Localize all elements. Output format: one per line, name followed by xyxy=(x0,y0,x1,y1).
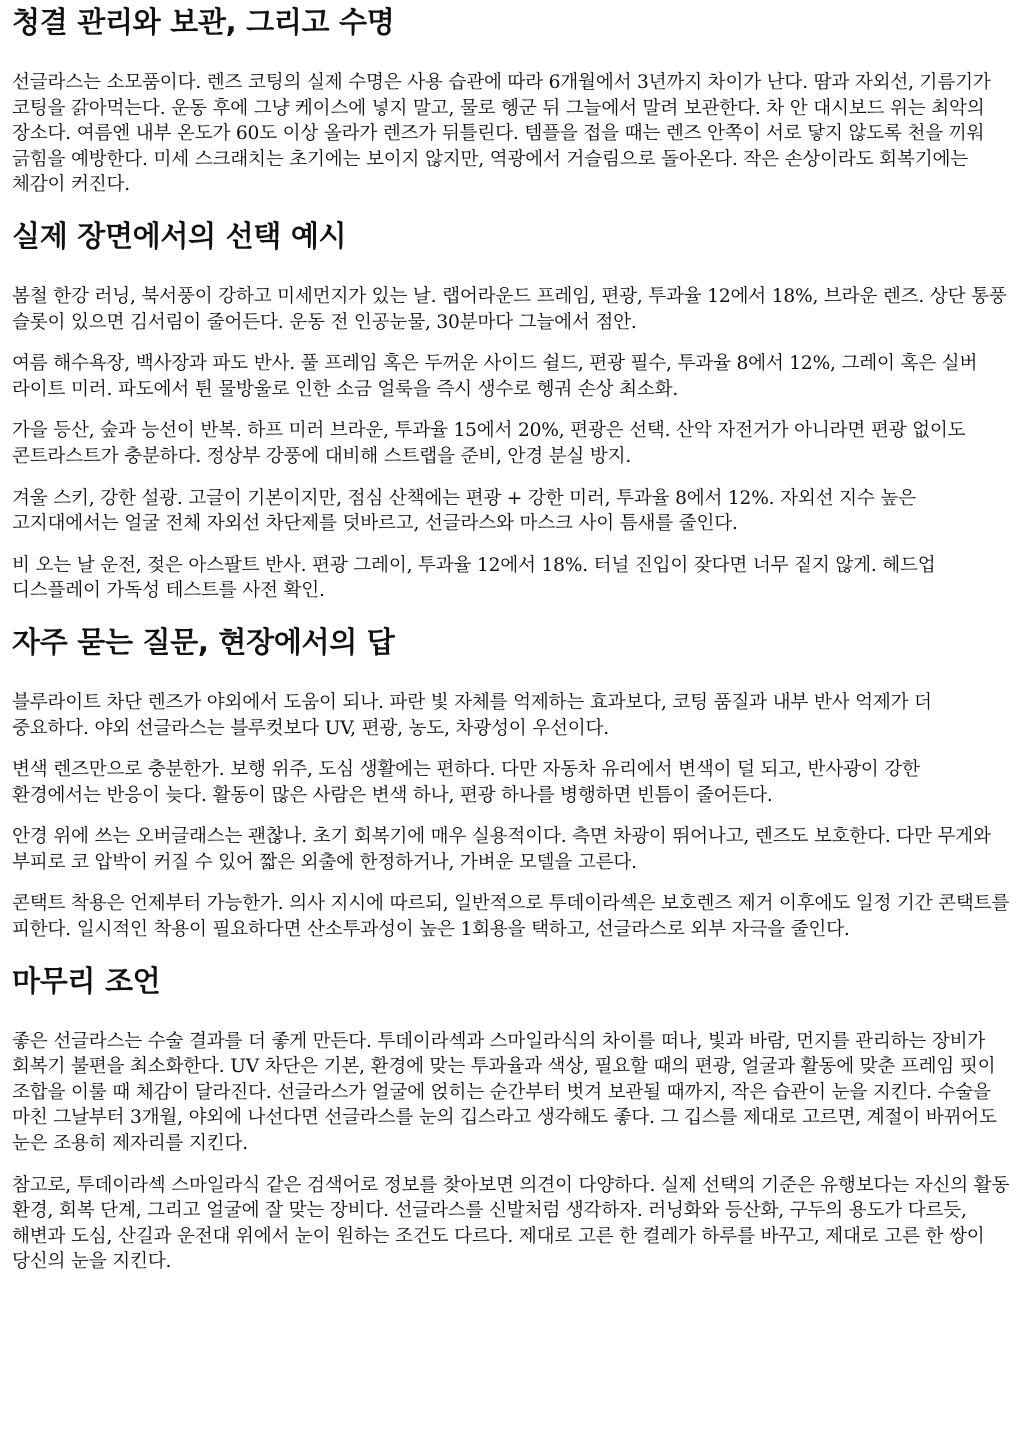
paragraph: 봄철 한강 러닝, 북서풍이 강하고 미세먼지가 있는 날. 랩어라운드 프레임, 편광, 투과율 12에서 18%, 브라운 렌즈. 상단 통풍 슬롯이 있으면 김서림이 줄어든다. 운동 전 인공눈물, 30분마다 그늘에서 점안. xyxy=(12,285,1007,333)
paragraph: 겨울 스키, 강한 설광. 고글이 기본이지만, 점심 산책에는 편광 + 강한 미러, 투과율 8에서 12%. 자외선 지수 높은 고지대에서는 얼굴 전체 자외선 차단제를 덧바르고, 선글라스와 마스크 사이 틈새를 줄인다. xyxy=(12,487,916,535)
section-heading: 마무리 조언 xyxy=(12,963,161,998)
section-scenario-examples xyxy=(12,218,1012,604)
paragraph: 참고로, 투데이라섹 스마일라식 같은 검색어로 정보를 찾아보면 의견이 다양하다. 실제 선택의 기준은 유행보다는 자신의 활동 환경, 회복 단계, 그리고 얼굴에 잘 맞는 장비다. 선글라스를 신발처럼 생각하자. 러닝화와 등산화, 구두의 용도가 다르듯, 해변과 도심, 산길과 운전대 위에서 눈이 원하는 조건도 다르다. 제대로 고른 한 켤레가 하루를 바꾸고, 제대로 고른 한 쌍이 당신의 눈을 지킨다. xyxy=(12,1174,1010,1273)
paragraph: 비 오는 날 운전, 젖은 아스팔트 반사. 편광 그레이, 투과율 12에서 18%. 터널 진입이 잦다면 너무 짙지 않게. 헤드업 디스플레이 가독성 테스트를 사전 확인. xyxy=(12,554,936,602)
paragraph: 변색 렌즈만으로 충분한가. 보행 위주, 도심 생활에는 편하다. 다만 자동차 유리에서 변색이 덜 되고, 반사광이 강한 환경에서는 반응이 늦다. 활동이 많은 사람은 변색 하나, 편광 하나를 병행하면 빈틈이 줄어든다. xyxy=(12,759,920,806)
paragraph: 콘택트 착용은 언제부터 가능한가. 의사 지시에 따르되, 일반적으로 투데이라섹은 보호렌즈 제거 이후에도 일정 기간 콘택트를 피한다. 일시적인 착용이 필요하다면 산소투과성이 높은 1회용을 택하고, 선글라스로 외부 자극을 줄인다. xyxy=(12,893,1010,941)
paragraph: 블루라이트 차단 렌즈가 야외에서 도움이 되나. 파란 빛 자체를 억제하는 효과보다, 코팅 품질과 내부 반사 억제가 더 중요하다. 야외 선글라스는 블루컷보다 UV, 편광, 농도, 차광성이 우선이다. xyxy=(12,691,932,739)
section-faq xyxy=(12,624,1012,943)
article xyxy=(12,4,1012,1275)
section-heading: 실제 장면에서의 선택 예시 xyxy=(12,218,347,253)
paragraph: 좋은 선글라스는 수술 결과를 더 좋게 만든다. 투데이라섹과 스마일라식의 차이를 떠나, 빛과 바람, 먼지를 관리하는 장비가 회복기 불편을 최소화한다. UV 차단은 기본, 환경에 맞는 투과율과 색상, 필요할 때의 편광, 얼굴과 활동에 맞춘 프레임 핏이 조합을 이룰 때 체감이 달라진다. 선글라스가 얼굴에 얹히는 순간부터 벗겨 보관될 때까지, 작은 습관이 눈을 지킨다. 수술을 마친 그날부터 3개월, 야외에 나선다면 선글라스를 눈의 깁스라고 생각해도 좋다. 그 깁스를 제대로 고르면, 계절이 바뀌어도 눈은 조용히 제자리를 지킨다. xyxy=(12,1030,997,1155)
section-closing-advice xyxy=(12,963,1012,1275)
paragraph: 여름 해수욕장, 백사장과 파도 반사. 풀 프레임 혹은 두꺼운 사이드 쉴드, 편광 필수, 투과율 8에서 12%, 그레이 혹은 실버 라이트 미러. 파도에서 튄 물방울로 인한 소금 얼룩을 즉시 생수로 헹궈 손상 최소화. xyxy=(12,353,978,400)
section-heading: 자주 묻는 질문, 현장에서의 답 xyxy=(12,624,395,659)
paragraph: 가을 등산, 숲과 능선이 반복. 하프 미러 브라운, 투과율 15에서 20%, 편광은 선택. 산악 자전거가 아니라면 편광 없이도 콘트라스트가 충분하다. 정상부 강풍에 대비해 스트랩을 준비, 안경 분실 방지. xyxy=(12,420,966,467)
paragraph: 안경 위에 쓰는 오버글래스는 괜찮나. 초기 회복기에 매우 실용적이다. 측면 차광이 뛰어나고, 렌즈도 보호한다. 다만 무게와 부피로 코 압박이 커질 수 있어 짧은 외출에 한정하거나, 가벼운 모델을 고른다. xyxy=(12,826,991,873)
section-heading: 청결 관리와 보관, 그리고 수명 xyxy=(12,5,395,39)
paragraph: 선글라스는 소모품이다. 렌즈 코팅의 실제 수명은 사용 습관에 따라 6개월에서 3년까지 차이가 난다. 땀과 자외선, 기름기가 코팅을 갉아먹는다. 운동 후에 그냥 케이스에 넣지 말고, 물로 헹군 뒤 그늘에서 말려 보관한다. 차 안 대시보드 위는 최악의 장소다. 여름엔 내부 온도가 60도 이상 올라가 렌즈가 뒤틀린다. 템플을 접을 때는 렌즈 안쪽이 서로 닿지 않도록 천을 끼워 긁힘을 예방한다. 미세 스크래치는 초기에는 보이지 않지만, 역광에서 거슬림으로 돌아온다. 작은 손상이라도 회복기에는 체감이 커진다. xyxy=(12,72,991,196)
section-cleaning-storage xyxy=(12,4,1012,198)
